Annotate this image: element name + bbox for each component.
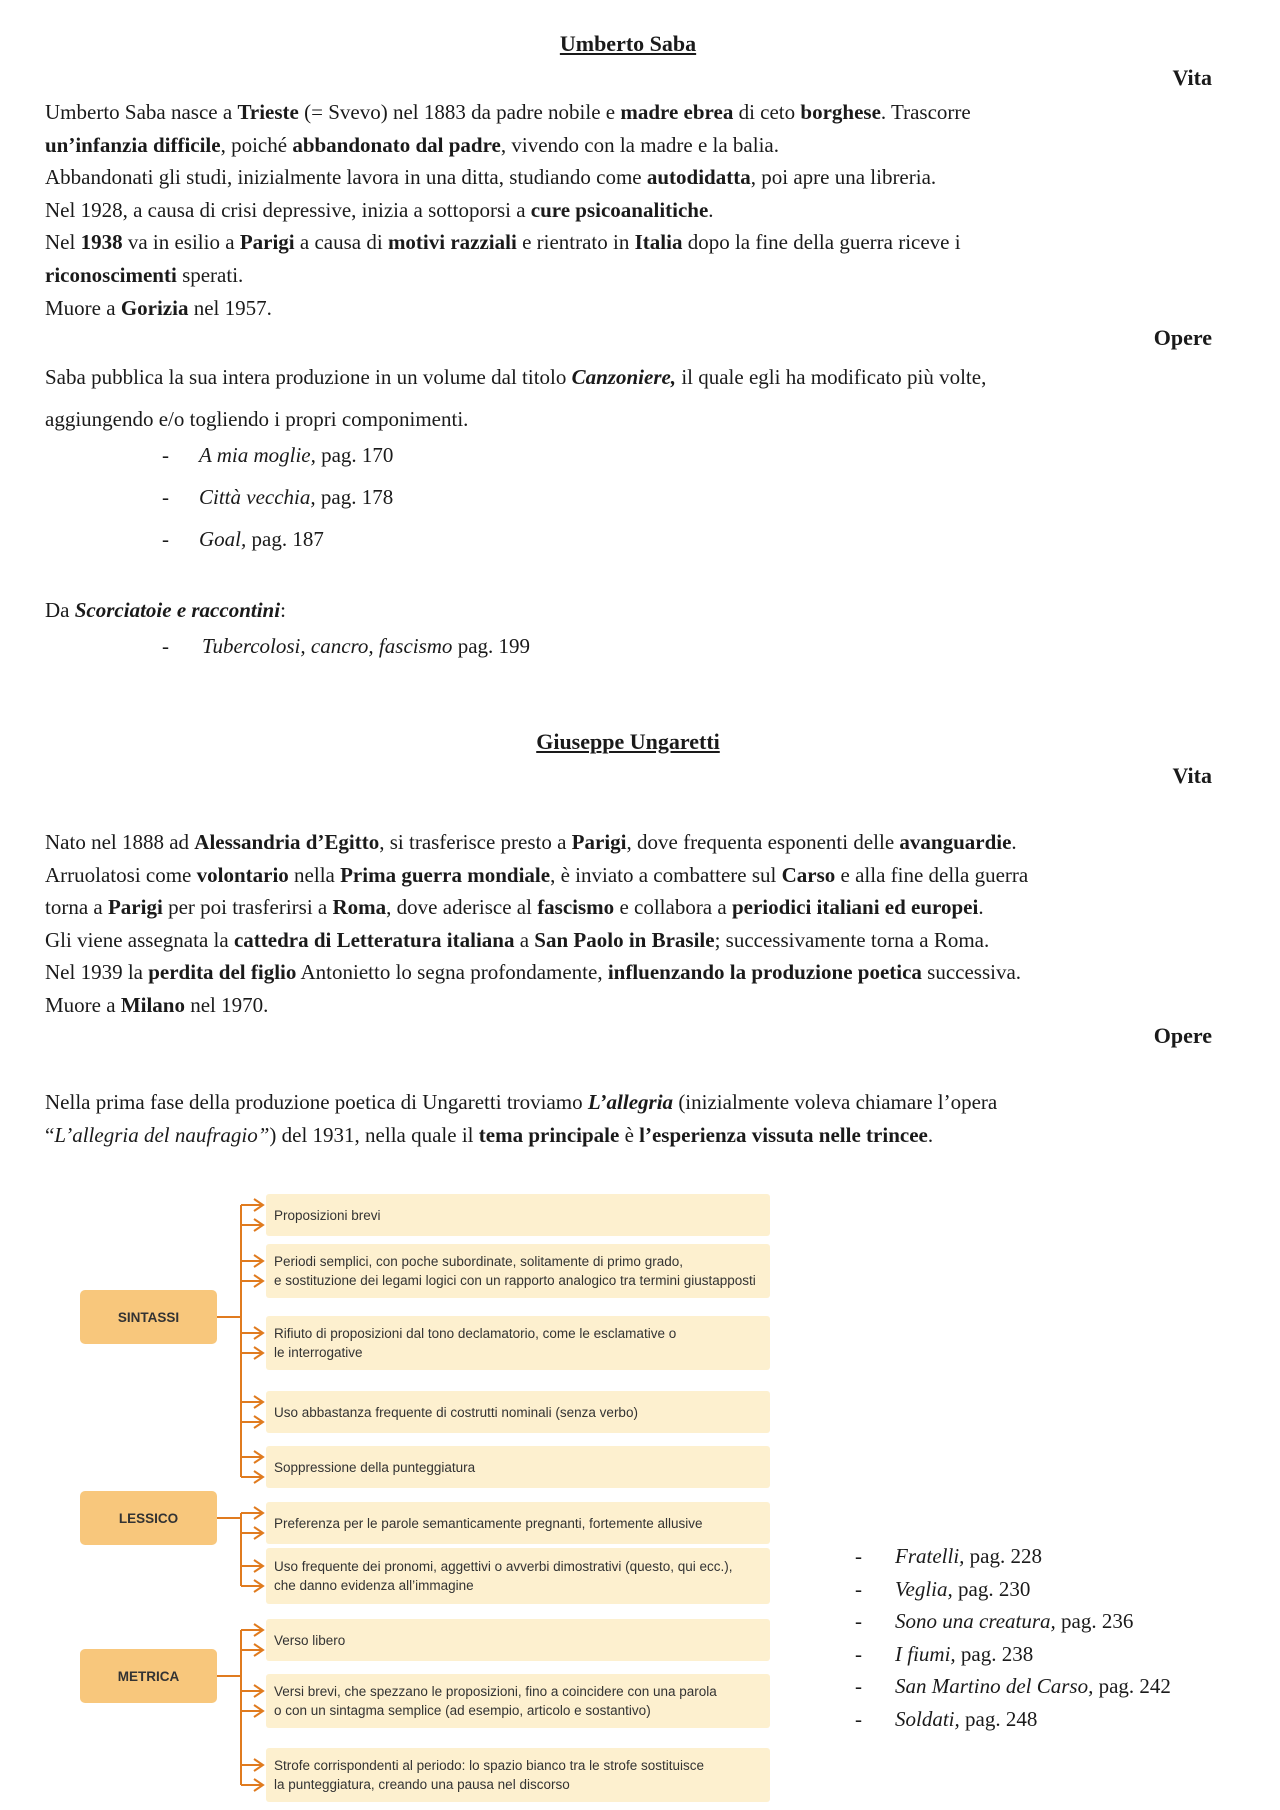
concept-item-box (266, 1674, 770, 1728)
text-run: . Trascorre (880, 100, 971, 124)
poem-item: - Sono una creatura, pag. 236 (855, 1609, 1134, 1634)
text-run: L’allegria (587, 1090, 674, 1114)
text-line (45, 989, 1195, 1022)
text-run: a causa di (294, 230, 388, 255)
poem-title: Città vecchia, (199, 485, 316, 509)
text-line (45, 356, 1195, 398)
text-run: Parigi (571, 830, 627, 854)
text-run: borghese (800, 100, 881, 124)
ungaretti-vita-paragraph (45, 826, 1195, 1022)
text-line (45, 826, 1195, 859)
concept-item-box (266, 1446, 770, 1488)
poem-page: pag. 238 (955, 1641, 1034, 1666)
text-run: Saba pubblica la sua intera produzione in un volume dal titolo (45, 365, 572, 389)
text-run: e alla fine della guerra (835, 862, 1029, 887)
text-line (45, 1119, 1195, 1152)
concept-item-box (266, 1548, 770, 1604)
vita-label-ungaretti: Vita (1172, 763, 1212, 788)
concept-item-box (266, 1748, 770, 1802)
text-run: un’infanzia difficile (45, 132, 221, 157)
text-run: perdita del figlio (148, 960, 297, 985)
text-run: . (1011, 830, 1017, 854)
text-run: Nato nel 1888 ad (45, 830, 195, 854)
text-run: aggiungendo e/o togliendo i propri componimenti. (45, 407, 469, 431)
poem-item: - Fratelli, pag. 228 (855, 1544, 1042, 1568)
concept-item-text: Periodi semplici, con poche subordinate, solitamente di primo grado, (274, 1254, 683, 1269)
text-run: Prima guerra mondiale (340, 862, 551, 887)
concept-item-text: e sostituzione dei legami logici con un rapporto analogico tra termini giustapposti (274, 1273, 756, 1288)
text-run: . (978, 895, 984, 920)
poem-page: pag. 236 (1055, 1609, 1134, 1634)
poem-page: pag. 242 (1093, 1674, 1171, 1699)
text-run: è (619, 1122, 640, 1147)
poem-title: Soldati, (895, 1706, 960, 1731)
concept-item-text: Uso abbastanza frequente di costrutti nominali (senza verbo) (274, 1404, 638, 1420)
text-run: dopo la fine della guerra riceve i (682, 230, 961, 255)
text-run: torna a (45, 895, 108, 920)
text-run: l’esperienza vissuta nelle trincee (639, 1122, 928, 1147)
text-run: Milano (120, 992, 185, 1017)
poem-page: pag. 178 (315, 485, 394, 509)
poem-page: pag. 248 (959, 1706, 1038, 1731)
concept-item-box (266, 1244, 770, 1298)
text-run: Gli viene assegnata la (45, 927, 234, 952)
text-run: Abbandonati gli studi, inizialmente lavora in una ditta, studiando come (45, 165, 647, 190)
text-line (45, 1086, 1195, 1119)
text-run: 1938 (80, 230, 123, 255)
text-run: Nella prima fase della produzione poetica di Ungaretti troviamo (45, 1090, 588, 1114)
concept-item-text: Soppressione della punteggiatura (274, 1459, 476, 1475)
poem-title: Veglia, (895, 1576, 953, 1601)
concept-item-text: Preferenza per le parole semanticamente pregnanti, fortemente allusive (274, 1515, 703, 1531)
text-run: (inizialmente voleva chiamare l’opera (673, 1090, 998, 1114)
poem-item: - Città vecchia, pag. 178 (162, 485, 394, 509)
text-run: “ (45, 1122, 55, 1147)
text-line (45, 924, 1195, 957)
text-run: . (708, 197, 714, 222)
poem-title: Goal, (199, 527, 247, 551)
text-run: Scorciatoie e raccontini (74, 598, 281, 622)
text-run: Muore a (45, 992, 121, 1017)
text-run: Da (45, 598, 75, 622)
text-run: , poi apre una libreria. (750, 165, 937, 190)
text-run: influenzando la produzione poetica (607, 960, 922, 985)
text-run: L’allegria del naufragio” (54, 1122, 270, 1147)
text-run: Muore a (45, 295, 121, 320)
text-run: San Paolo in Brasile (534, 927, 715, 952)
poem-item: - Soldati, pag. 248 (855, 1706, 1038, 1731)
poem-page: pag. 228 (964, 1544, 1042, 1568)
poem-title: Sono una creatura, (895, 1609, 1056, 1634)
text-run: : (280, 598, 286, 622)
concept-item-box (266, 1391, 770, 1433)
text-run: tema principale (478, 1122, 620, 1147)
text-run: Carso (781, 862, 836, 887)
text-run: , dove aderisce al (386, 895, 538, 920)
text-run: Nel 1928, a causa di crisi depressive, inizia a sottoporsi a (45, 197, 531, 222)
text-run: , dove frequenta esponenti delle (626, 830, 900, 854)
concept-item-text: le interrogative (274, 1345, 363, 1360)
text-run: Antonietto lo segna profondamente, (296, 960, 608, 985)
concept-item-text: o con un sintagma semplice (ad esempio, articolo e sostantivo) (274, 1703, 651, 1718)
poem-item: - Veglia, pag. 230 (855, 1576, 1031, 1601)
text-run: Gorizia (120, 295, 189, 320)
concept-item-text: Proposizioni brevi (274, 1207, 381, 1223)
text-run: Parigi (107, 895, 163, 920)
text-run: successiva. (921, 960, 1022, 985)
text-run: e rientrato in (516, 230, 635, 255)
category-box-lessico: LESSICO (80, 1491, 217, 1545)
poem-item: - Goal, pag. 187 (162, 527, 324, 551)
saba-scorciatoie-list (162, 630, 530, 663)
concept-item-text: Versi brevi, che spezzano le proposizioni, fino a coincidere con una parola (274, 1684, 717, 1699)
concept-item-box (266, 1194, 770, 1236)
ungaretti-poems-list (855, 1540, 1171, 1736)
poem-title: Tubercolosi, cancro, fascismo (202, 634, 453, 658)
poem-page: pag. 187 (246, 527, 324, 551)
section-title-ungaretti: Giuseppe Ungaretti (536, 729, 720, 754)
text-run: madre ebrea (620, 100, 734, 124)
section-title-saba: Umberto Saba (559, 31, 697, 56)
text-line (45, 226, 1195, 259)
opere-label-saba: Opere (1153, 325, 1212, 350)
text-run: autodidatta (646, 165, 751, 190)
text-run: ; successivamente torna a Roma. (714, 927, 990, 952)
text-run: Nel 1939 la (45, 960, 149, 985)
category-box-metrica: METRICA (80, 1649, 217, 1703)
poem-title: I fiumi, (895, 1641, 956, 1666)
text-run: ) del 1931, nella quale il (269, 1122, 479, 1147)
text-run: , vivendo con la madre e la balia. (500, 132, 779, 157)
text-run: Alessandria d’Egitto (194, 830, 380, 854)
concept-item-text: Rifiuto di proposizioni dal tono declamatorio, come le esclamative o (274, 1326, 677, 1341)
text-line (45, 96, 1195, 129)
vita-label-saba: Vita (1172, 65, 1212, 90)
text-line (45, 859, 1195, 892)
text-run: cure psicoanalitiche (530, 197, 709, 222)
saba-scorciatoie-line (45, 598, 1195, 623)
saba-poems-list (162, 434, 393, 560)
poem-page: pag. 199 (452, 634, 531, 658)
text-run: cattedra di Letteratura italiana (233, 927, 515, 952)
text-run: Nel (45, 230, 81, 255)
text-run: , poiché (220, 132, 293, 157)
text-line (45, 259, 1195, 292)
text-run: nel 1970. (184, 992, 269, 1017)
style-concept-map (76, 1189, 770, 1810)
text-run: Umberto Saba nasce a (45, 100, 238, 124)
text-run: . (927, 1122, 934, 1147)
poem-item: - San Martino del Carso, pag. 242 (855, 1674, 1171, 1699)
poem-item: - A mia moglie, pag. 170 (162, 443, 394, 467)
text-run: avanguardie (899, 830, 1012, 854)
poem-title: A mia moglie, (199, 443, 316, 467)
text-run: e collabora a (614, 895, 732, 920)
concept-item-text: Uso frequente dei pronomi, aggettivi o avverbi dimostrativi (questo, qui ecc.), (274, 1559, 733, 1574)
poem-item: - I fiumi, pag. 238 (855, 1641, 1034, 1666)
text-line (45, 161, 1195, 194)
ungaretti-opere-paragraph (45, 1086, 1195, 1151)
text-run: di ceto (733, 100, 801, 124)
text-run: riconoscimenti (45, 262, 177, 287)
text-run: sperati. (176, 262, 244, 287)
text-run: Arruolatosi come (45, 862, 197, 887)
opere-label-ungaretti: Opere (1153, 1023, 1212, 1048)
text-line (45, 956, 1195, 989)
poem-title: San Martino del Carso, (895, 1674, 1094, 1699)
poem-page: pag. 170 (315, 443, 394, 467)
text-run: a (514, 927, 535, 952)
saba-opere-paragraph (45, 356, 1195, 440)
text-run: va in esilio a (122, 230, 240, 255)
text-run: per poi trasferirsi a (162, 895, 333, 920)
text-line (45, 292, 1195, 325)
concept-item-text: che danno evidenza all’immagine (274, 1578, 474, 1593)
text-run: abbandonato dal padre (292, 132, 501, 157)
text-run: Trieste (237, 100, 299, 124)
text-line (45, 129, 1195, 162)
text-run: Roma (332, 895, 387, 920)
text-run: , è inviato a combattere sul (550, 862, 782, 887)
text-line (45, 194, 1195, 227)
concept-item-text: Verso libero (274, 1632, 346, 1648)
poem-item: - Tubercolosi, cancro, fascismo pag. 199 (162, 634, 531, 658)
category-box-sintassi: SINTASSI (80, 1290, 217, 1344)
text-run: fascismo (537, 895, 615, 920)
saba-vita-paragraph (45, 96, 1195, 324)
text-run: nella (288, 862, 341, 887)
text-run: , si trasferisce presto a (379, 830, 572, 854)
text-run: il quale egli ha modificato più volte, (676, 365, 987, 389)
concept-item-box (266, 1502, 770, 1544)
poem-page: pag. 230 (952, 1576, 1031, 1601)
text-run: Canzoniere, (571, 365, 677, 389)
concept-item-box (266, 1316, 770, 1370)
text-run: Italia (634, 230, 683, 255)
poem-title: Fratelli, (895, 1544, 965, 1568)
text-run: (= Svevo) nel 1883 da padre nobile e (298, 100, 621, 124)
concept-item-text: Strofe corrispondenti al periodo: lo spazio bianco tra le strofe sostituisce (274, 1758, 704, 1773)
text-run: nel 1957. (188, 295, 272, 320)
text-line (45, 891, 1195, 924)
concept-item-text: la punteggiatura, creando una pausa nel discorso (274, 1777, 570, 1792)
text-run: motivi razziali (387, 230, 517, 255)
text-run: volontario (196, 862, 289, 887)
text-run: periodici italiani ed europei (731, 895, 979, 920)
text-run: Parigi (239, 230, 295, 255)
concept-item-box (266, 1619, 770, 1661)
